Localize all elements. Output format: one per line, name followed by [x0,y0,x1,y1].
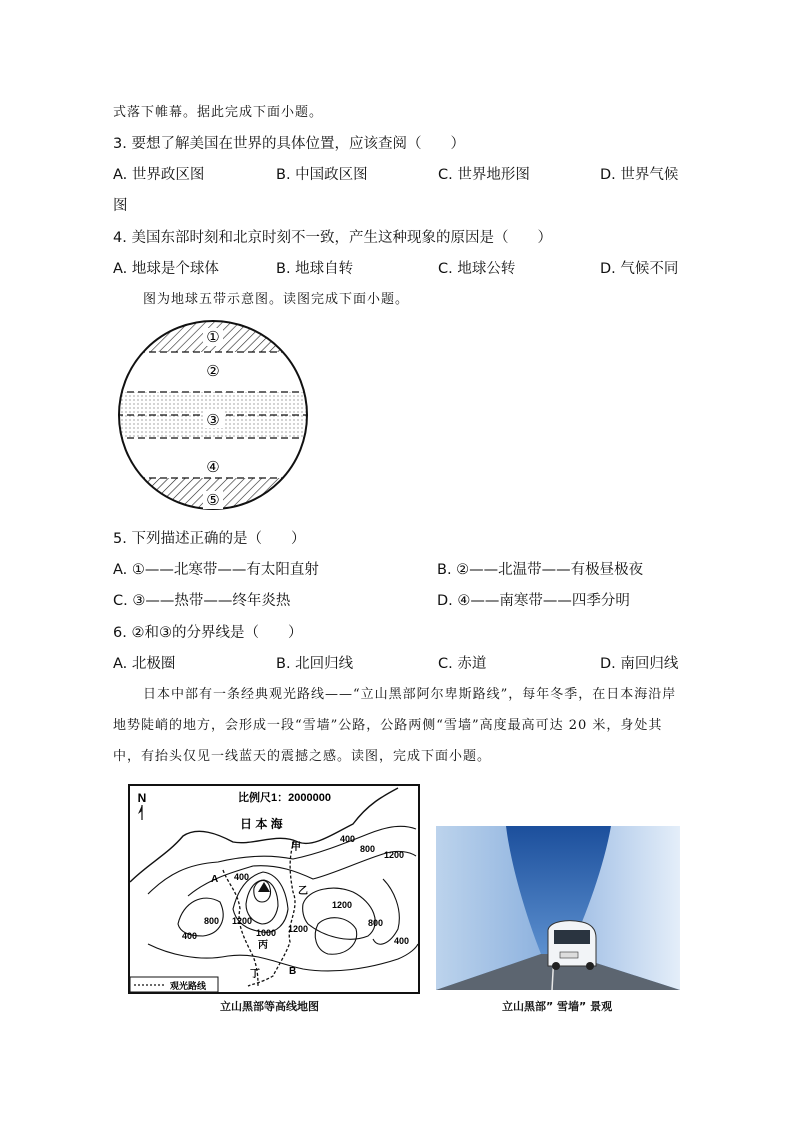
zone-label-1: ① [206,329,220,346]
intro-tateyama-2: 地势陡峭的地方，会形成一段“雪墙”公路，公路两侧“雪墙”高度最高可达 20 米，身处其 [113,718,663,733]
point-a: A [211,874,219,885]
svg-text:N: N [137,791,147,805]
q3-option-a[interactable]: A. 世界政区图 [113,167,205,183]
q3-option-b[interactable]: B. 中国政区图 [276,167,368,183]
zone-label-4: ④ [206,459,220,476]
question-3-stem: 3. 要想了解美国在世界的具体位置，应该查阅（ ） [113,136,465,152]
q5-option-b[interactable]: B. ②——北温带——有极昼极夜 [437,562,644,578]
svg-text:400: 400 [394,936,410,946]
q3-option-d-wrap: 图 [113,198,128,214]
svg-text:800: 800 [360,844,376,854]
point-b: B [289,966,297,977]
q3-option-c[interactable]: C. 世界地形图 [438,167,530,183]
q6-option-d[interactable]: D. 南回归线 [600,656,679,672]
map-sea-label: 日 本 海 [240,817,283,831]
svg-text:400: 400 [340,834,356,844]
svg-text:1200: 1200 [332,900,353,910]
photo-caption: 立山黑部” 雪墙” 景观 [502,1000,613,1013]
q4-option-d[interactable]: D. 气候不同 [600,261,679,277]
bus-icon [548,921,596,970]
zone-label-2: ② [206,363,220,380]
point-yi: 乙 [298,886,308,897]
svg-text:400: 400 [234,872,250,882]
question-4-stem: 4. 美国东部时刻和北京时刻不一致，产生这种现象的原因是（ ） [113,230,552,246]
q4-option-b[interactable]: B. 地球自转 [276,261,354,277]
q4-option-c[interactable]: C. 地球公转 [438,261,516,277]
map-scale: 比例尺1：2000000 [238,792,331,804]
svg-text:1200: 1200 [288,924,309,934]
svg-text:800: 800 [368,918,384,928]
svg-text:800: 800 [204,916,220,926]
point-jia: 甲 [291,842,301,853]
intro-zones: 图为地球五带示意图。读图完成下面小题。 [143,292,410,307]
zone-label-3: ③ [206,412,220,429]
point-ding: 丁 [250,969,260,980]
q5-option-a[interactable]: A. ①——北寒带——有太阳直射 [113,562,319,578]
q6-option-b[interactable]: B. 北回归线 [276,656,354,672]
q3-option-d[interactable]: D. 世界气候 [600,167,679,183]
legend-route-label: 观光路线 [170,981,207,991]
svg-text:1200: 1200 [232,916,253,926]
q6-option-c[interactable]: C. 赤道 [438,656,487,672]
intro-tateyama-3: 中，有抬头仅见一线蓝天的震撼之感。读图，完成下面小题。 [113,749,492,764]
five-zones-diagram [116,318,310,512]
intro-tail: 式落下帷幕。据此完成下面小题。 [113,105,324,120]
svg-text:400: 400 [182,931,198,941]
question-6-stem: 6. ②和③的分界线是（ ） [113,625,303,641]
map-caption: 立山黑部等高线地图 [220,1000,319,1013]
svg-text:1200: 1200 [384,850,405,860]
q6-option-a[interactable]: A. 北极圈 [113,656,176,672]
zone-label-5: ⑤ [206,492,220,509]
question-5-stem: 5. 下列描述正确的是（ ） [113,531,306,547]
intro-tateyama-1: 日本中部有一条经典观光路线——“立山黑部阿尔卑斯路线”，每年冬季，在日本海沿岸 [143,687,677,702]
contour-map [128,784,420,994]
q4-option-a[interactable]: A. 地球是个球体 [113,261,219,277]
svg-text:1000: 1000 [256,928,277,938]
q5-option-c[interactable]: C. ③——热带——终年炎热 [113,593,291,609]
q5-option-d[interactable]: D. ④——南寒带——四季分明 [437,593,630,609]
point-bing: 丙 [258,940,268,951]
snow-wall-photo [436,826,680,990]
